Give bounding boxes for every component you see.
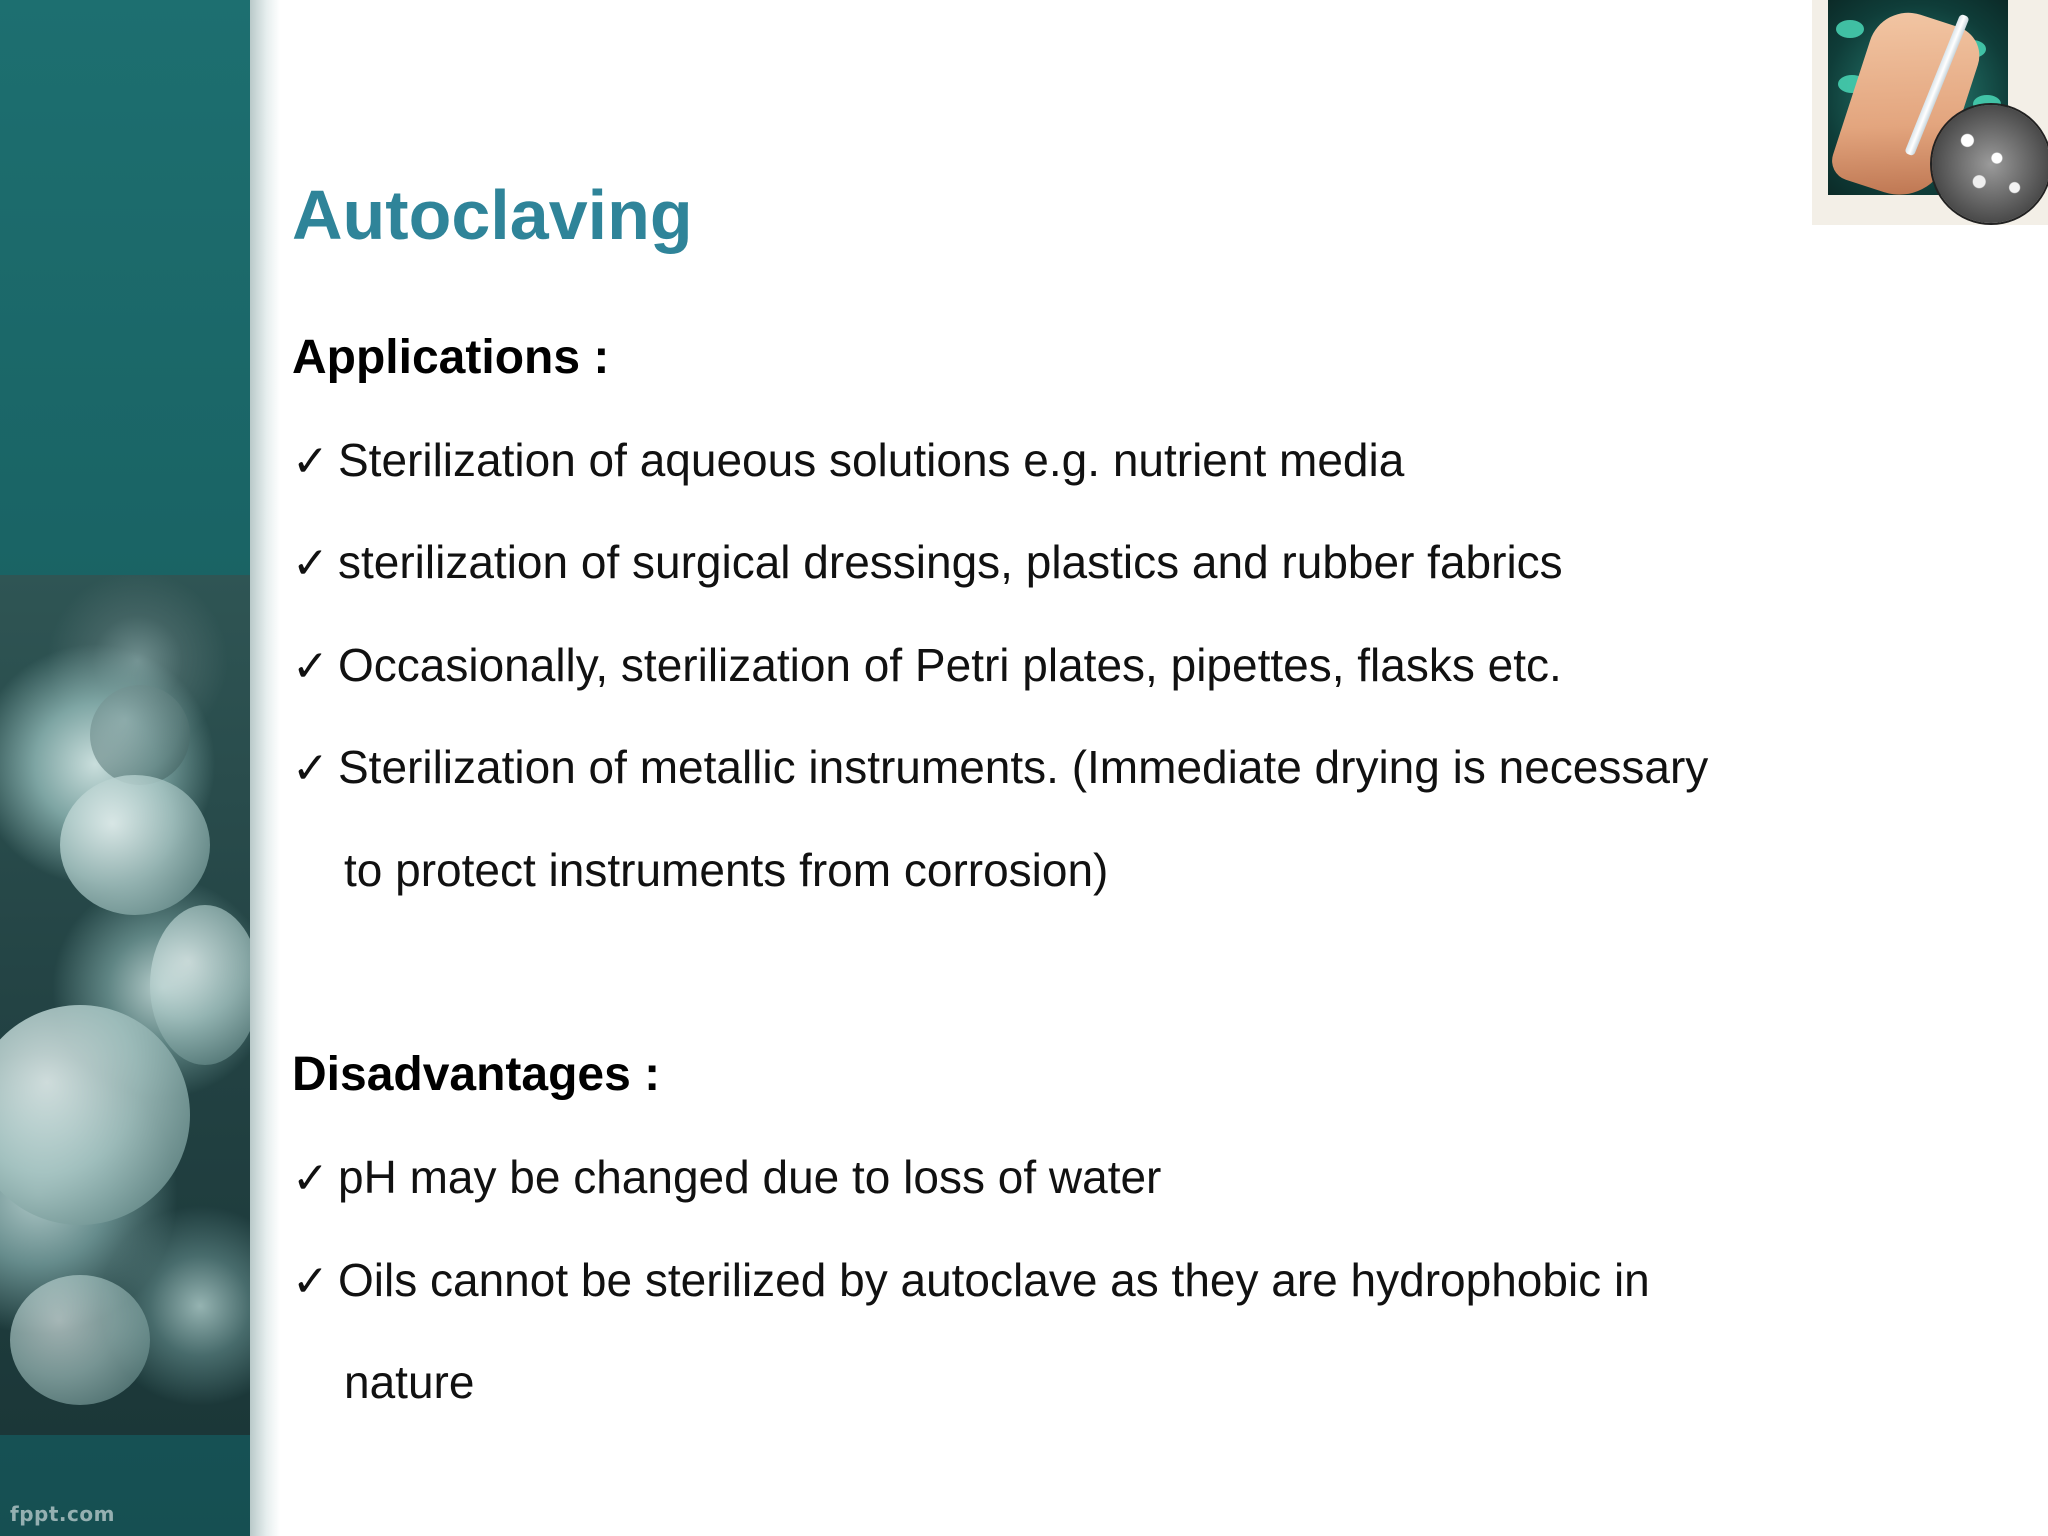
list-item [292,737,1708,799]
virus-icon [1932,105,2048,223]
list-item-text: Oils cannot be sterilized by autoclave as they are hydrophobic in [338,1254,1650,1306]
list-item-continuation: nature [344,1356,475,1408]
left-sidebar-decoration [0,0,250,1536]
bacteria-cell [0,1005,190,1225]
syringe-virus-image [1812,0,2048,225]
list-item [292,635,1562,697]
check-icon: ✓ [292,436,329,487]
applications-heading: Applications : [292,331,610,384]
slide-title: Autoclaving [292,176,693,254]
list-item [292,532,1563,594]
footer-logo: fppt.com [10,1502,115,1526]
list-item [292,1250,1650,1312]
bacteria-micrograph-image [0,575,250,1435]
list-item-text: Occasionally, sterilization of Petri plates, pipettes, flasks etc. [338,639,1562,691]
check-icon: ✓ [292,1256,329,1307]
cell-dot [1836,20,1864,38]
bacteria-cell [150,905,250,1065]
check-icon: ✓ [292,641,329,692]
list-item-text: Sterilization of metallic instruments. (Immediate drying is necessary [338,741,1709,793]
list-item-continuation: to protect instruments from corrosion) [344,844,1109,896]
check-icon: ✓ [292,538,329,589]
check-icon: ✓ [292,743,329,794]
bacteria-cell [90,685,190,785]
list-item [292,430,1404,492]
list-item-text: sterilization of surgical dressings, plastics and rubber fabrics [338,536,1563,588]
bacteria-cell [60,775,210,915]
bacteria-cell [10,1275,150,1405]
disadvantages-heading: Disadvantages : [292,1048,661,1101]
list-item [292,1147,1161,1209]
list-item-text: pH may be changed due to loss of water [338,1151,1162,1203]
sidebar-edge-gradient [250,0,280,1536]
check-icon: ✓ [292,1153,329,1204]
list-item-text: Sterilization of aqueous solutions e.g. nutrient media [338,434,1405,486]
